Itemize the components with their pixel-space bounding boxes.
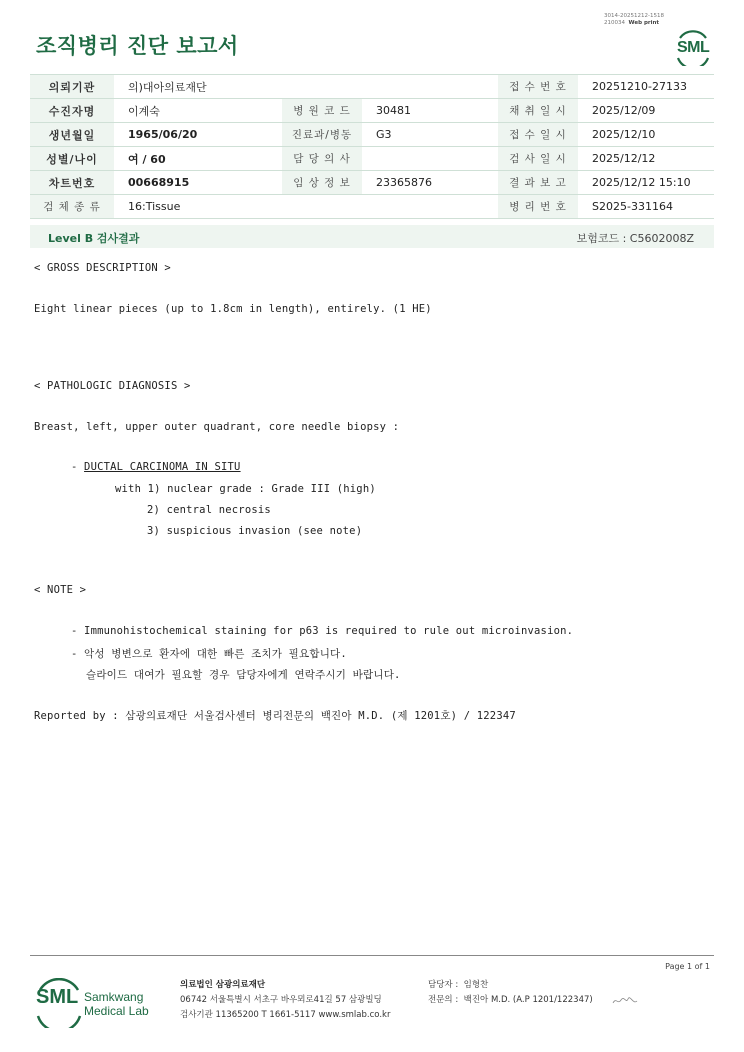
footer-specialist: 전문의 : 백진아 M.D. (A.P 1201/122347) [428,995,593,1005]
info-value: G3 [362,123,498,147]
info-row [30,195,714,219]
footer-logo-name2: Medical Lab [84,1004,149,1018]
level-bar [30,225,714,248]
info-value: 의)대아의료재단 [114,75,282,99]
info-value: S2025-331164 [578,195,714,219]
footer-logo-name1: Samkwang [84,990,144,1004]
note-line: - Immunohistochemical staining for p63 is required to rule out microinvasion. [71,625,574,637]
diagnosis-line: 2) central necrosis [147,504,271,516]
info-label: 병 원 코 드 [282,99,362,123]
insurance-code: 보험코드 : C5602008Z [576,232,694,245]
note-heading: < NOTE > [34,584,87,596]
info-row [30,123,714,147]
info-label: 차트번호 [30,171,114,195]
info-value: 1965/06/20 [114,123,282,147]
info-label: 채 취 일 시 [498,99,578,123]
info-label: 접 수 번 호 [498,75,578,99]
reported-by: Reported by : 삼광의료재단 서울검사센터 병리전문의 백진아 M.D. (제 1201호) / 122347 [34,710,516,722]
info-row [30,147,714,171]
note-line: 슬라이드 대여가 필요할 경우 담당자에게 연락주시기 바랍니다. [86,669,401,681]
footer-address: 06742 서울특별시 서초구 바우뫼로41길 57 삼광빌딩 [180,995,382,1005]
pathologic-heading: < PATHOLOGIC DIAGNOSIS > [34,380,191,392]
info-label: 임 상 정 보 [282,171,362,195]
info-value: 20251210-27133 [578,75,714,99]
print-code [604,13,664,27]
info-value: 여 / 60 [114,147,282,171]
info-label: 검 체 종 류 [30,195,114,219]
info-empty [362,75,498,99]
footer-org-name: 의료법인 삼광의료재단 [180,980,266,990]
footer-divider [30,955,714,956]
signature [612,995,638,1009]
diagnosis-dash: - [71,461,85,473]
report-title: 조직병리 진단 보고서 [36,34,239,58]
info-row [30,75,714,99]
diagnosis-line: 3) suspicious invasion (see note) [147,525,363,537]
print-code-line2: 210034 Web print [604,20,660,26]
diagnosis-line: with 1) nuclear grade : Grade III (high) [115,483,376,495]
footer-logo-text: SML [36,986,79,1008]
page-number: Page 1 of 1 [665,962,710,971]
info-label: 진료과/병동 [282,123,362,147]
diagnosis-title: DUCTAL CARCINOMA IN SITU [84,461,241,473]
info-value [362,147,498,171]
patient-info-table [30,74,714,219]
info-value: 00668915 [114,171,282,195]
gross-heading: < GROSS DESCRIPTION > [34,262,171,274]
info-empty [282,75,362,99]
info-row [30,99,714,123]
print-code-line1: 3014-20251212-1518 [604,13,664,19]
info-value: 2025/12/10 [578,123,714,147]
info-label: 생년월일 [30,123,114,147]
specimen-site: Breast, left, upper outer quadrant, core needle biopsy : [34,421,400,433]
info-empty [362,195,498,219]
info-value: 2025/12/12 15:10 [578,171,714,195]
diagnosis-main [71,461,241,473]
info-label: 병 리 번 호 [498,195,578,219]
info-label: 결 과 보 고 [498,171,578,195]
footer-logo [36,978,166,1028]
info-label: 수진자명 [30,99,114,123]
info-row [30,171,714,195]
info-label: 성별/나이 [30,147,114,171]
info-label: 검 사 일 시 [498,147,578,171]
info-value: 2025/12/09 [578,99,714,123]
info-value: 23365876 [362,171,498,195]
info-value: 16:Tissue [114,195,282,219]
footer-org-info [180,978,390,1023]
info-label: 의뢰기관 [30,75,114,99]
footer-contact: 검사기관 11365200 T 1661-5117 www.smlab.co.kr [180,1010,391,1020]
footer-staff-info [428,978,593,1008]
level-label: Level B 검사결과 [48,232,140,245]
signature-scribble-icon [612,995,638,1007]
gross-text: Eight linear pieces (up to 1.8cm in length), entirely. (1 HE) [34,303,432,315]
sml-logo [674,28,712,66]
info-value: 2025/12/12 [578,147,714,171]
info-value: 30481 [362,99,498,123]
note-line: - 악성 병변으로 환자에 대한 빠른 조치가 필요합니다. [71,648,347,660]
footer-manager: 담당자 : 임형찬 [428,980,489,990]
info-value: 이계숙 [114,99,282,123]
info-label: 접 수 일 시 [498,123,578,147]
info-label: 담 당 의 사 [282,147,362,171]
info-empty [282,195,362,219]
sml-logo-text: SML [677,39,710,56]
